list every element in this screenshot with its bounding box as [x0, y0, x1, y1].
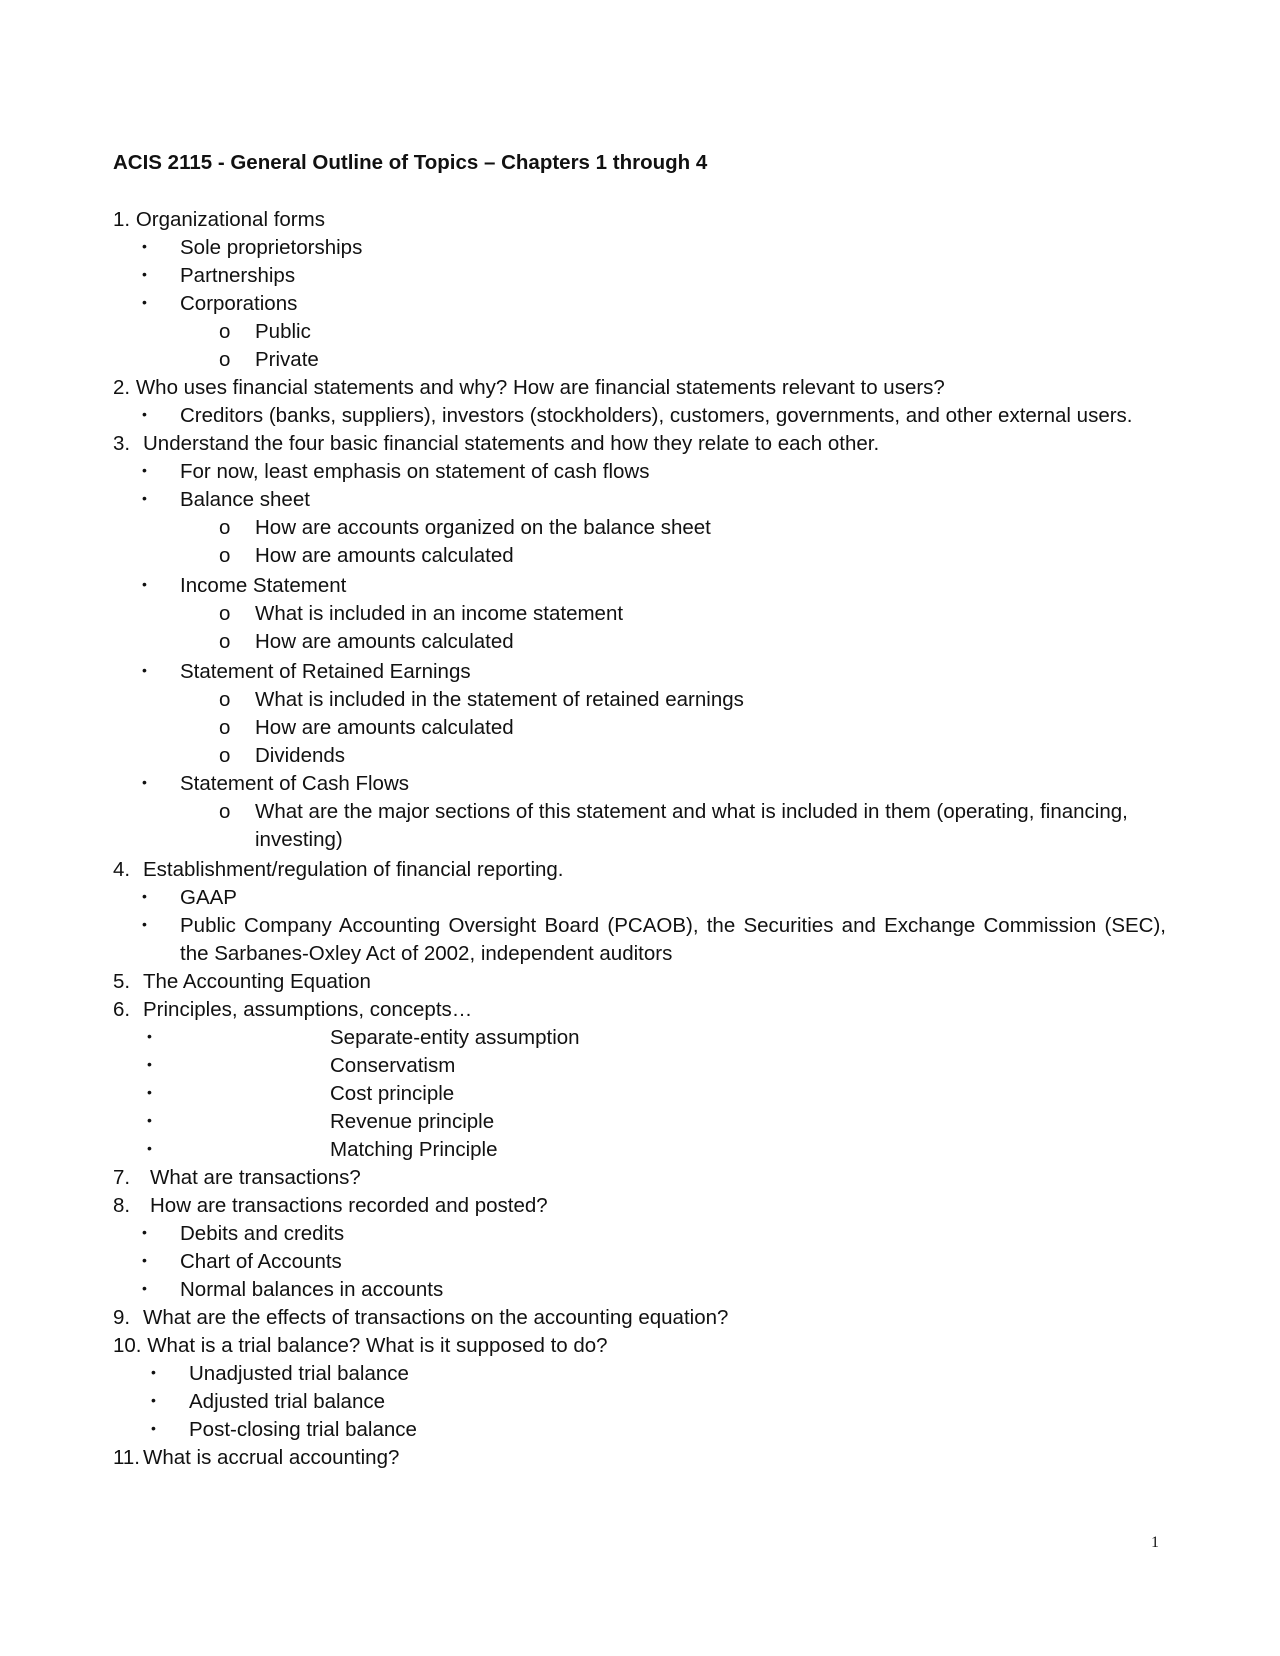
sub-bullet-icon: o — [219, 800, 231, 823]
bullet-icon: • — [142, 490, 147, 506]
list-item: Corporations — [180, 292, 298, 315]
outline-item-4-number: 4. — [113, 858, 131, 881]
sub-bullet-icon: o — [219, 744, 231, 767]
list-item: Balance sheet — [180, 488, 310, 511]
sub-list-item: Public — [255, 320, 311, 343]
sub-bullet-icon: o — [219, 688, 231, 711]
bullet-icon: • — [142, 1280, 147, 1296]
bullet-icon: • — [142, 1224, 147, 1240]
item-number: 1. — [113, 208, 131, 231]
outline-item-11-text: What is accrual accounting? — [143, 1446, 400, 1469]
bullet-icon: • — [142, 406, 147, 422]
outline-item-7-text: What are transactions? — [150, 1166, 361, 1189]
bullet-icon: • — [142, 1252, 147, 1268]
sub-list-item-continuation: investing) — [255, 828, 343, 851]
outline-item-8-text: How are transactions recorded and posted? — [150, 1194, 548, 1217]
list-item: Unadjusted trial balance — [189, 1362, 409, 1385]
bullet-icon: • — [142, 916, 147, 932]
bullet-icon: • — [142, 662, 147, 678]
sub-bullet-icon: o — [219, 348, 231, 371]
sub-bullet-icon: o — [219, 630, 231, 653]
outline-item-11-number: 11. — [113, 1446, 140, 1469]
outline-item-3-text: Understand the four basic financial statements and how they relate to each other. — [143, 432, 880, 455]
outline-item-2 — [113, 374, 945, 402]
bullet-icon: • — [142, 774, 147, 790]
outline-item-5-number: 5. — [113, 970, 131, 993]
list-item: Separate-entity assumption — [330, 1026, 580, 1049]
list-item: Debits and credits — [180, 1222, 345, 1245]
list-item: GAAP — [180, 886, 237, 909]
outline-item-10 — [113, 1332, 608, 1360]
bullet-icon: • — [142, 294, 147, 310]
bullet-icon: • — [151, 1420, 156, 1436]
outline-item-6-number: 6. — [113, 998, 131, 1021]
sub-list-item: How are amounts calculated — [255, 630, 514, 653]
bullet-icon: • — [142, 462, 147, 478]
outline-item-4-text: Establishment/regulation of financial reporting. — [143, 858, 564, 881]
sub-list-item: How are accounts organized on the balance sheet — [255, 516, 711, 539]
outline-item-6-text: Principles, assumptions, concepts… — [143, 998, 473, 1021]
sub-list-item: Private — [255, 348, 319, 371]
list-item: Cost principle — [330, 1082, 455, 1105]
bullet-icon: • — [142, 576, 147, 592]
item-number: 2. — [113, 376, 131, 399]
document-title: ACIS 2115 - General Outline of Topics – Chapters 1 through 4 — [113, 151, 708, 174]
sub-list-item: What is included in an income statement — [255, 602, 624, 625]
item-text: Organizational forms — [135, 208, 325, 231]
bullet-icon: • — [151, 1364, 156, 1380]
sub-bullet-icon: o — [219, 602, 231, 625]
list-item: Adjusted trial balance — [189, 1390, 386, 1413]
sub-bullet-icon: o — [219, 716, 231, 739]
item-text: Who uses financial statements and why? How are financial statements relevant to users? — [135, 376, 945, 399]
bullet-icon: • — [147, 1112, 152, 1128]
list-item: Partnerships — [180, 264, 296, 287]
list-item: Creditors (banks, suppliers), investors (stockholders), customers, governments, and other external users. — [180, 404, 1133, 427]
list-item: For now, least emphasis on statement of cash flows — [180, 460, 650, 483]
list-item: Chart of Accounts — [180, 1250, 342, 1273]
list-item-continuation: the Sarbanes-Oxley Act of 2002, independent auditors — [180, 942, 673, 965]
bullet-icon: • — [142, 888, 147, 904]
sub-bullet-icon: o — [219, 544, 231, 567]
list-item: Statement of Retained Earnings — [180, 660, 471, 683]
bullet-icon: • — [151, 1392, 156, 1408]
bullet-icon: • — [142, 238, 147, 254]
list-item: Public Company Accounting Oversight Board (PCAOB), the Securities and Exchange Commission (SEC), — [180, 914, 1166, 937]
sub-list-item: What is included in the statement of retained earnings — [255, 688, 744, 711]
list-item: Revenue principle — [330, 1110, 495, 1133]
outline-item-8-number: 8. — [113, 1194, 131, 1217]
bullet-icon: • — [147, 1140, 152, 1156]
outline-item-9-text: What are the effects of transactions on the accounting equation? — [143, 1306, 729, 1329]
item-text: What is a trial balance? What is it supposed to do? — [147, 1334, 608, 1357]
outline-item-1 — [113, 206, 325, 234]
list-item: Normal balances in accounts — [180, 1278, 444, 1301]
sub-list-item: How are amounts calculated — [255, 716, 514, 739]
bullet-icon: • — [147, 1056, 152, 1072]
item-number: 10. — [113, 1334, 142, 1357]
sub-bullet-icon: o — [219, 516, 231, 539]
list-item: Conservatism — [330, 1054, 456, 1077]
sub-list-item: Dividends — [255, 744, 346, 767]
page-number: 1 — [1151, 1534, 1159, 1551]
bullet-icon: • — [147, 1084, 152, 1100]
sub-list-item: What are the major sections of this statement and what is included in them (operating, financing, — [255, 800, 1128, 823]
list-item: Matching Principle — [330, 1138, 498, 1161]
list-item: Sole proprietorships — [180, 236, 363, 259]
sub-bullet-icon: o — [219, 320, 231, 343]
sub-list-item: How are amounts calculated — [255, 544, 514, 567]
list-item: Statement of Cash Flows — [180, 772, 410, 795]
outline-item-3-number: 3. — [113, 432, 131, 455]
bullet-icon: • — [147, 1028, 152, 1044]
outline-item-7-number: 7. — [113, 1166, 131, 1189]
bullet-icon: • — [142, 266, 147, 282]
list-item: Income Statement — [180, 574, 347, 597]
outline-item-5-text: The Accounting Equation — [143, 970, 371, 993]
outline-item-9-number: 9. — [113, 1306, 131, 1329]
list-item: Post-closing trial balance — [189, 1418, 417, 1441]
